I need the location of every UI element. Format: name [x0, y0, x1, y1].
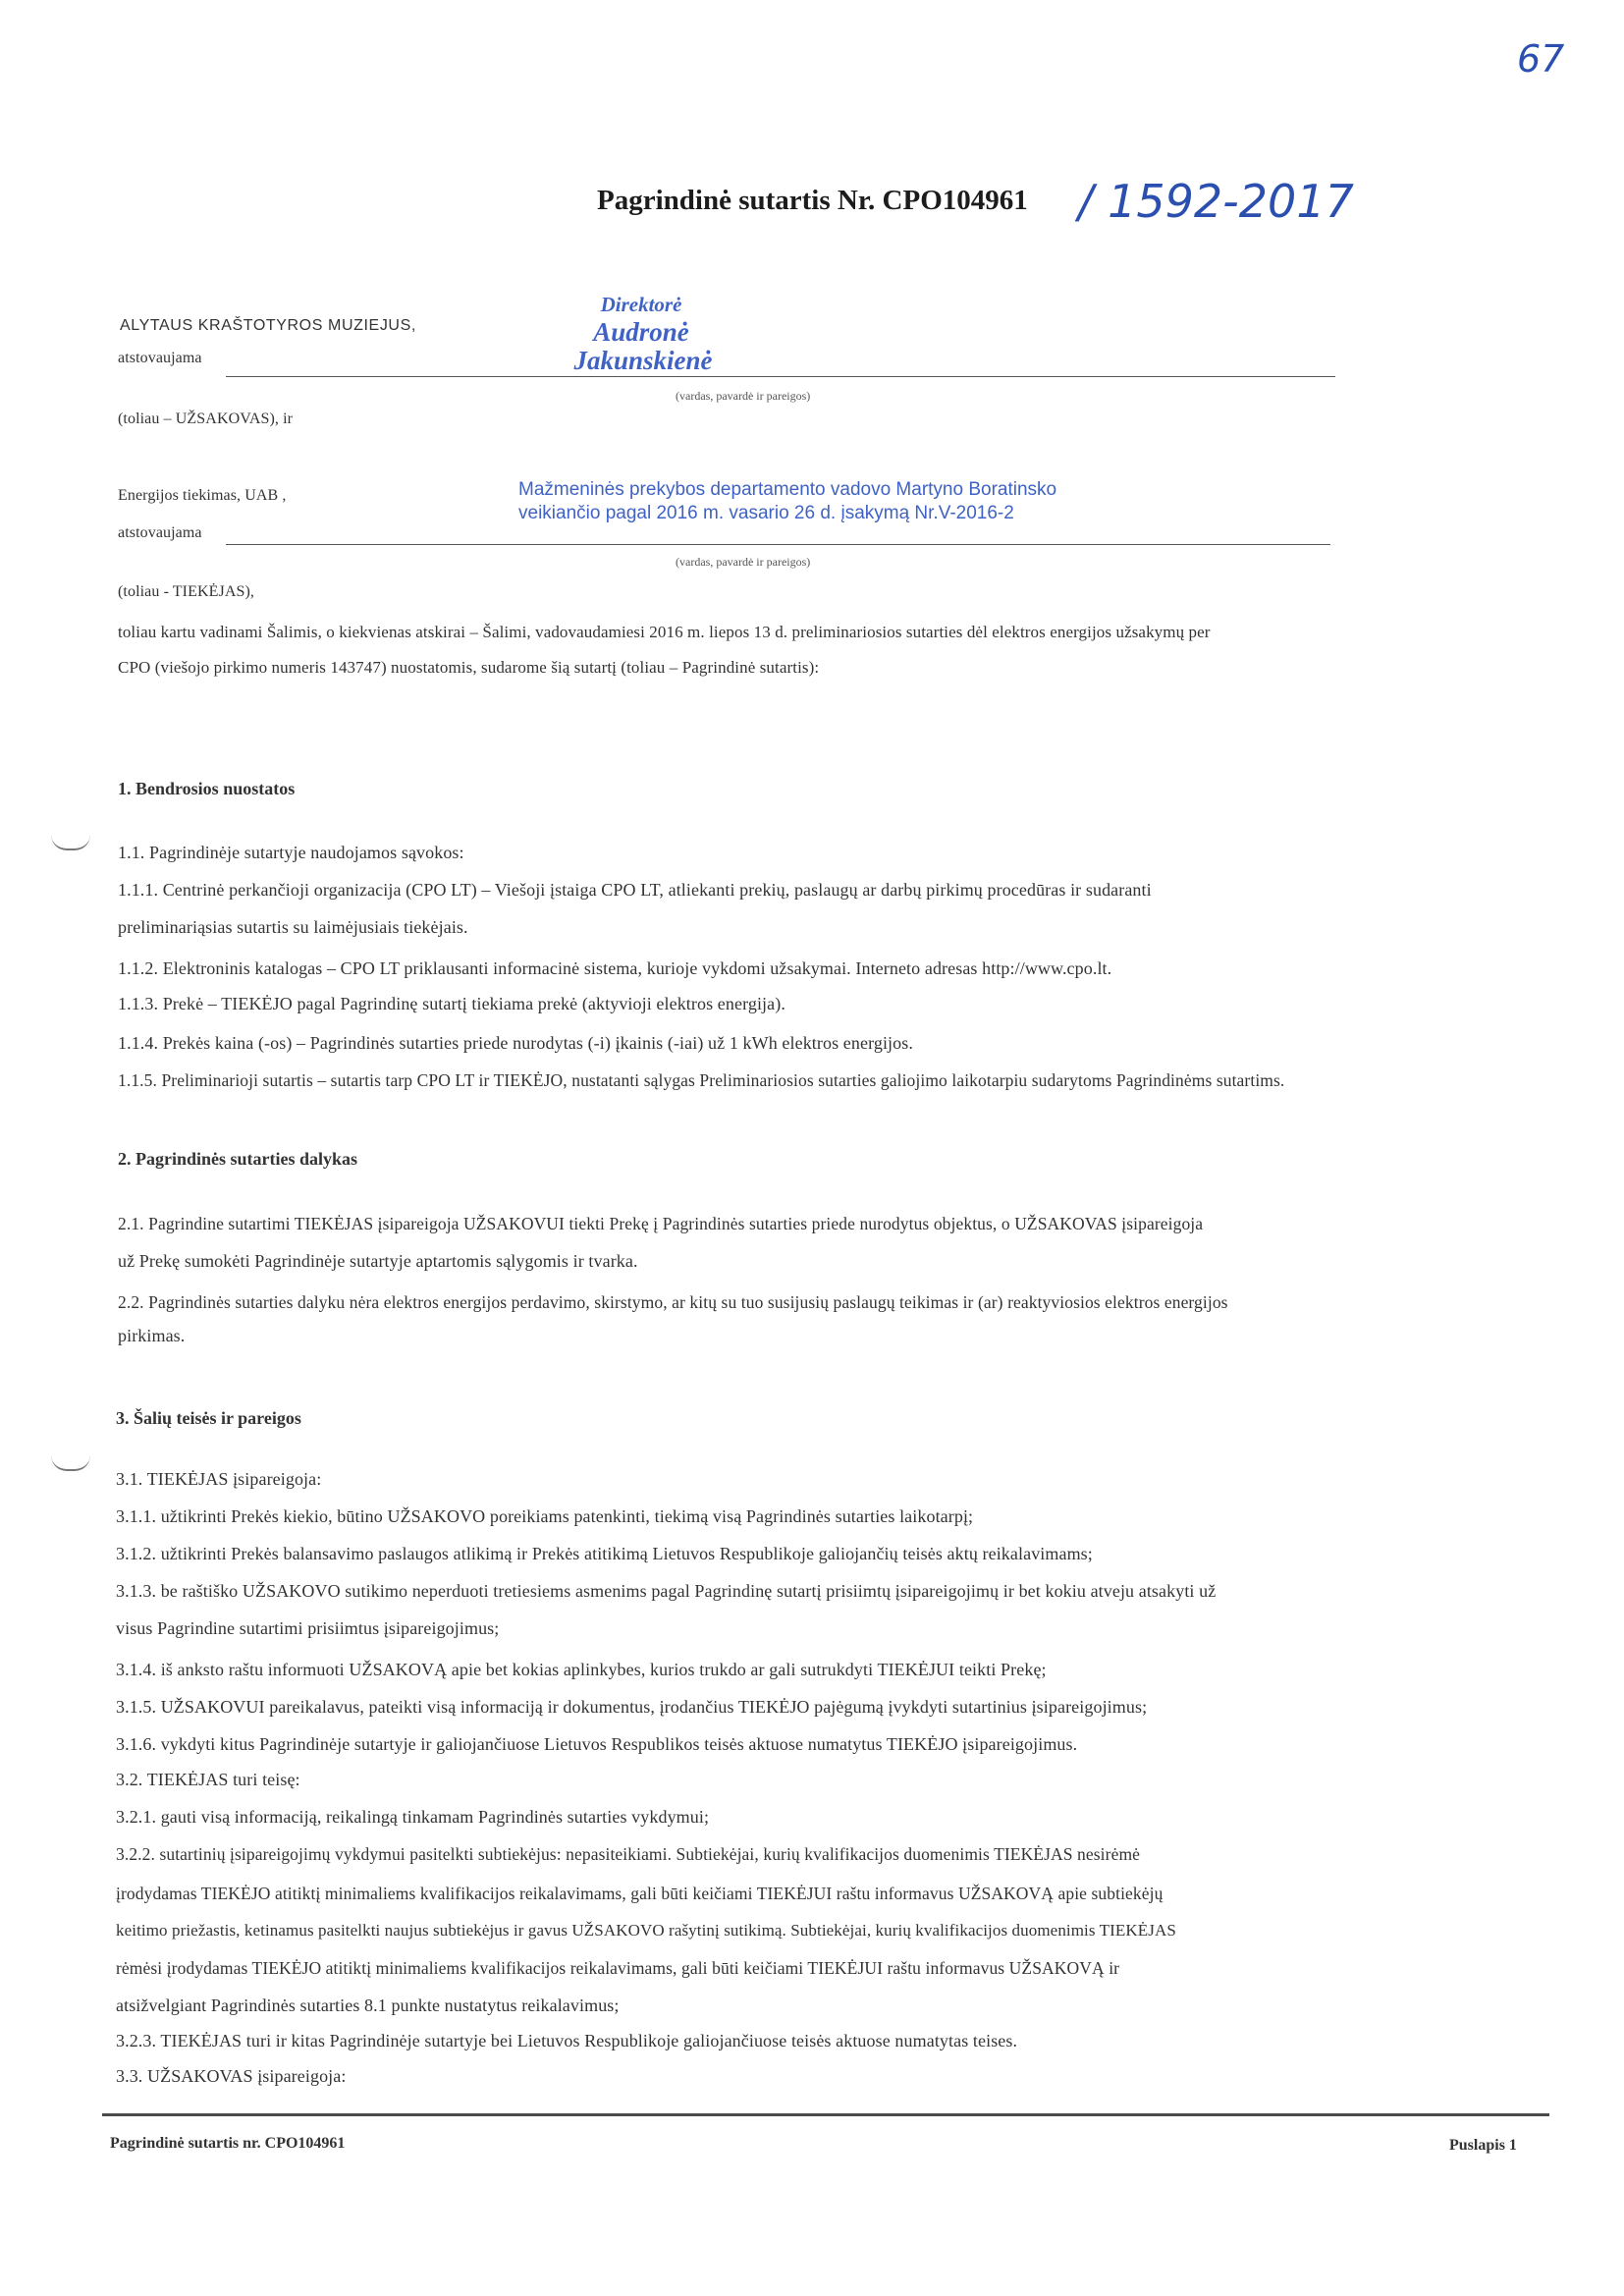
section-1-line: 1.1.4. Prekės kaina (-os) – Pagrindinės sutarties priede nurodytas (-i) įkainis (-iai) už 1 kWh elektros energijos. — [118, 1033, 913, 1053]
footer-rule — [102, 2113, 1549, 2116]
page-number-mark: 67 — [1517, 37, 1565, 81]
customer-representative-stamp-title: Direktorė — [600, 293, 682, 316]
section-1-line: 1.1.5. Preliminarioji sutartis – sutartis tarp CPO LT ir TIEKĖJO, nustatanti sąlygas Preliminariosios sutarties galiojimo laikotarpiu sudarytoms Pagrindinėms sutartims. — [118, 1070, 1285, 1090]
section-1-line: 1.1.1. Centrinė perkančioji organizacija (CPO LT) – Viešoji įstaiga CPO LT, atliekanti prekių, paslaugų ar darbų pirkimų procedūras ir sudaranti — [118, 880, 1152, 900]
supplier-representative-stamp-line2: veikiančio pagal 2016 m. vasario 26 d. įsakymą Nr.V-2016-2 — [518, 503, 1014, 523]
supplier-alias: (toliau - TIEKĖJAS), — [118, 583, 255, 600]
intro-line-2: CPO (viešojo pirkimo numeris 143747) nuostatomis, sudarome šią sutartį (toliau – Pagrindinė sutartis): — [118, 658, 820, 677]
margin-check-mark — [51, 1455, 90, 1471]
section-3-line: 3.2.3. TIEKĖJAS turi ir kitas Pagrindinėje sutartyje bei Lietuvos Respublikoje galiojančiuose teisės aktuose numatytas teises. — [116, 2031, 1018, 2050]
section-1-line: preliminariąsias sutartis su laimėjusiais tiekėjais. — [118, 917, 468, 937]
supplier-representative-stamp-line1: Mažmeninės prekybos departamento vadovo Martyno Boratinsko — [518, 479, 1057, 500]
section-1-line: 1.1.2. Elektroninis katalogas – CPO LT priklausanti informacinė sistema, kurioje vykdomi užsakymai. Interneto adresas http://www.cpo.lt. — [118, 958, 1112, 978]
section-3-line: 3.2.2. sutartinių įsipareigojimų vykdymui pasitelkti subtiekėjus: nepasiteikiami. Subtiekėjai, kurių kvalifikacijos duomenimis TIEKĖJAS nesirėmė — [116, 1844, 1141, 1864]
section-3-line: keitimo priežastis, ketinamus pasitelkti naujus subtiekėjus ir gavus UŽSAKOVO rašytinį sutikimą. Subtiekėjai, kurių kvalifikacijos duomenimis TIEKĖJAS — [116, 1921, 1176, 1940]
section-3-line: 3.1.6. vykdyti kitus Pagrindinėje sutartyje ir galiojančiuose Lietuvos Respublikos teisės aktuose numatytus TIEKĖJO įsipareigojimus. — [116, 1734, 1078, 1754]
section-3-line: 3.3. UŽSAKOVAS įsipareigoja: — [116, 2066, 347, 2086]
supplier-signature-line — [226, 544, 1330, 545]
section-3-line: 3.1.5. UŽSAKOVUI pareikalavus, pateikti visą informaciją ir dokumentus, įrodančius TIEKĖJO pajėgumą įvykdyti sutartinius įsipareigojimus; — [116, 1697, 1148, 1717]
customer-signature-line — [226, 376, 1335, 377]
section-1-line: 1.1.3. Prekė – TIEKĖJO pagal Pagrindinę sutartį tiekiama prekė (aktyvioji elektros energija). — [118, 994, 785, 1013]
section-3-line: 3.1.2. užtikrinti Prekės balansavimo paslaugos atlikimą ir Prekės atitikimą Lietuvos Respublikoje galiojančių teisės aktų reikalavimams; — [116, 1544, 1093, 1563]
supplier-represented-by: atstovaujama — [118, 524, 202, 541]
intro-line-1: toliau kartu vadinami Šalimis, o kiekvienas atskirai – Šalimi, vadovaudamiesi 2016 m. liepos 13 d. preliminariosios sutarties dėl elektros energijos užsakymų per — [118, 623, 1211, 641]
handwritten-registration-number: / 1592-2017 — [1078, 175, 1354, 228]
margin-check-mark — [51, 835, 90, 850]
section-2-line: už Prekę sumokėti Pagrindinėje sutartyje aptartomis sąlygomis ir tvarka. — [118, 1251, 638, 1271]
customer-representative-stamp-lastname: Jakunskienė — [573, 346, 713, 375]
section-3-line: 3.2. TIEKĖJAS turi teisę: — [116, 1770, 300, 1789]
customer-represented-by: atstovaujama — [118, 350, 202, 366]
section-1-line: 1.1. Pagrindinėje sutartyje naudojamos sąvokos: — [118, 843, 464, 862]
section-2-line: pirkimas. — [118, 1326, 186, 1345]
footer-page-number: Puslapis 1 — [1449, 2137, 1517, 2154]
section-2-line: 2.2. Pagrindinės sutarties dalyku nėra elektros energijos perdavimo, skirstymo, ar kitų su tuo susijusių paslaugų teikimas ir (ar) reaktyviosios elektros energijos — [118, 1292, 1228, 1312]
section-3-line: 3.2.1. gauti visą informaciją, reikalingą tinkamam Pagrindinės sutarties vykdymui; — [116, 1807, 710, 1827]
section-2-line: 2.1. Pagrindine sutartimi TIEKĖJAS įsipareigoja UŽSAKOVUI tiekti Prekę į Pagrindinės sutarties priede nurodytus objektus, o UŽSAKOVAS įsipareigoja — [118, 1214, 1204, 1233]
section-3-line: įrodydamas TIEKĖJO atitiktį minimaliems kvalifikacijos reikalavimams, gali būti keičiami TIEKĖJUI raštu informavus UŽSAKOVĄ apie subtiekėjų — [116, 1884, 1164, 1903]
section-3-line: 3.1.3. be raštiško UŽSAKOVO sutikimo neperduoti tretiesiems asmenims pagal Pagrindinę sutartį prisiimtų įsipareigojimų ir bet kokiu atveju atsakyti už — [116, 1581, 1217, 1601]
section-3-line: 3.1.1. užtikrinti Prekės kiekio, būtino UŽSAKOVO poreikiams patenkinti, tiekimą visą Pagrindinės sutarties laikotarpį; — [116, 1506, 974, 1526]
footer-document-name: Pagrindinė sutartis nr. CPO104961 — [110, 2135, 346, 2152]
customer-alias: (toliau – UŽSAKOVAS), ir — [118, 410, 294, 427]
section-1-heading: 1. Bendrosios nuostatos — [118, 779, 296, 798]
customer-name: ALYTAUS KRAŠTOTYROS MUZIEJUS, — [120, 317, 416, 334]
section-3-line: 3.1.4. iš anksto raštu informuoti UŽSAKOVĄ apie bet kokias aplinkybes, kurios trukdo ar gali sutrukdyti TIEKĖJUI teikti Prekę; — [116, 1660, 1047, 1679]
section-3-line: rėmėsi įrodydamas TIEKĖJO atitiktį minimaliems kvalifikacijos reikalavimams, gali būti keičiami TIEKĖJUI raštu informavus UŽSAKOVĄ ir — [116, 1958, 1120, 1978]
customer-caption: (vardas, pavardė ir pareigos) — [676, 389, 811, 403]
section-2-heading: 2. Pagrindinės sutarties dalykas — [118, 1149, 358, 1169]
customer-representative-stamp-firstname: Audronė — [593, 317, 689, 347]
section-3-line: visus Pagrindine sutartimi prisiimtus įsipareigojimus; — [116, 1618, 500, 1638]
section-3-line: atsižvelgiant Pagrindinės sutarties 8.1 punkte nustatytus reikalavimus; — [116, 1995, 620, 2015]
supplier-caption: (vardas, pavardė ir pareigos) — [676, 555, 811, 569]
supplier-name: Energijos tiekimas, UAB , — [118, 487, 287, 504]
section-3-heading: 3. Šalių teisės ir pareigos — [116, 1408, 301, 1428]
section-3-line: 3.1. TIEKĖJAS įsipareigoja: — [116, 1469, 322, 1489]
document-title: Pagrindinė sutartis Nr. CPO104961 — [597, 185, 1028, 216]
